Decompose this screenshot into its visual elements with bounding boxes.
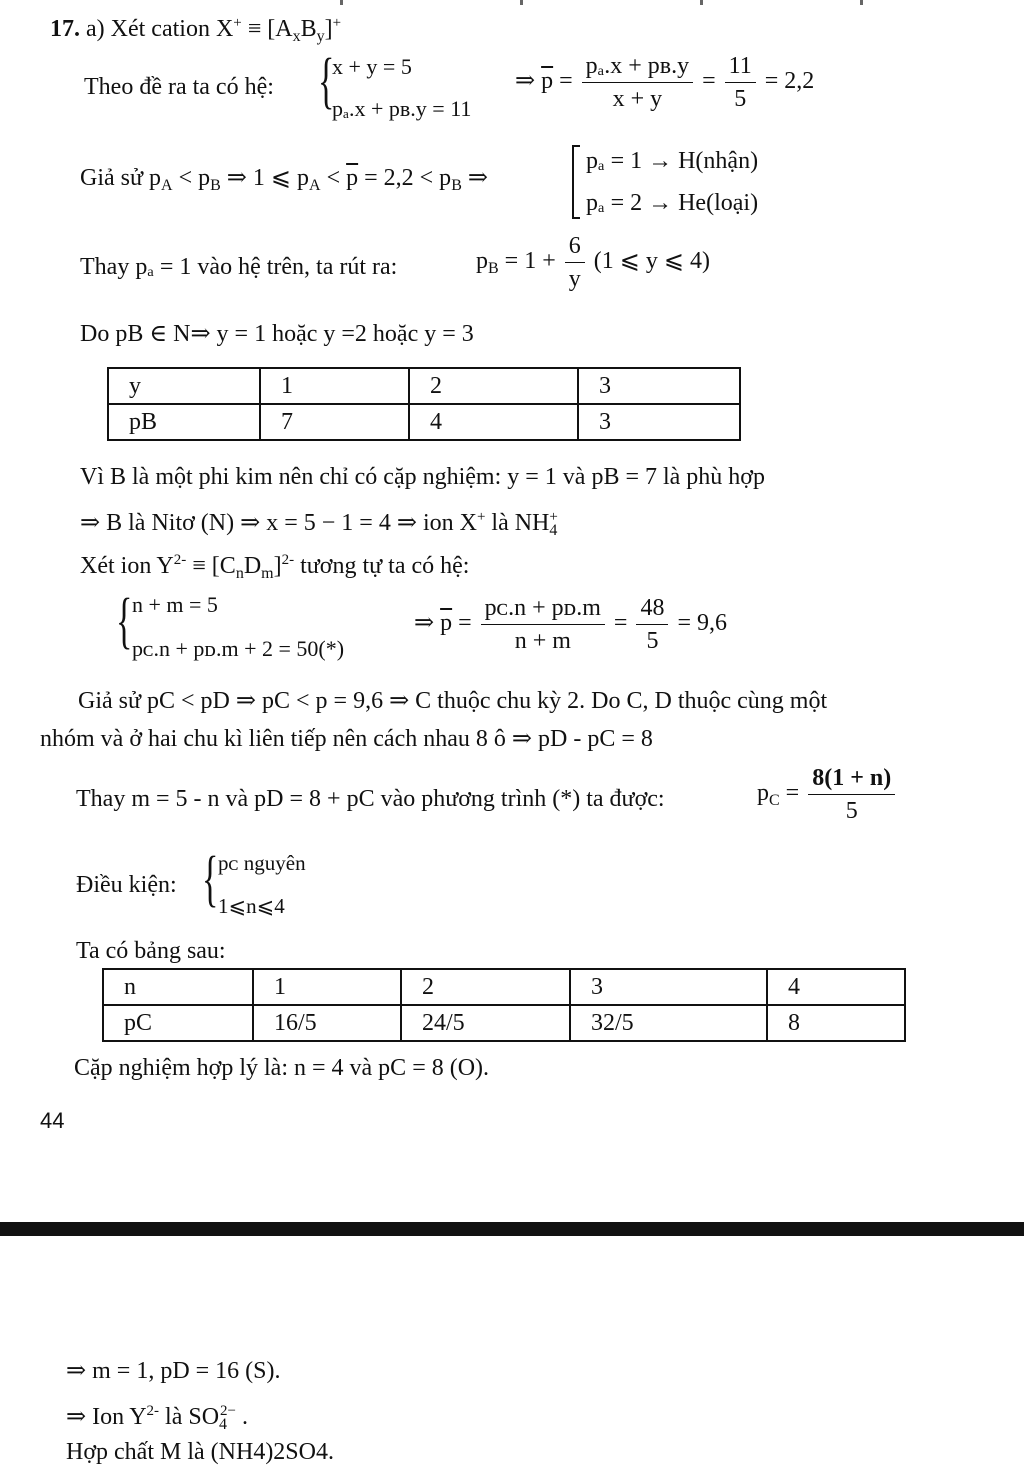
- brace-3: {: [202, 845, 219, 913]
- table-row: [103, 969, 905, 1005]
- condition-range: 1⩽n⩽4: [218, 894, 285, 918]
- ion-y-is-so4: ⇒ Ion $Y^{2-}$ là $SO_4^{2-}$ .: [66, 1403, 249, 1433]
- table-cell: 2: [401, 969, 570, 1005]
- page-number: 44: [40, 1108, 65, 1133]
- page-separator: [0, 1222, 1024, 1236]
- table-cell: y: [108, 368, 260, 404]
- table-cell: 24/5: [401, 1005, 570, 1041]
- table-cell: 1: [260, 368, 409, 404]
- option-h: pₐ = 1 → H(nhận): [586, 148, 759, 174]
- consider-y-ion: Xét ion $Y^{2-} \equiv [C_nD_m]^{2-}$ tương tự ta có hệ:: [80, 552, 470, 582]
- same-group-line: nhóm và ở hai chu kì liên tiếp nên cách nhau 8 ô ⇒ pD - pC = 8: [40, 726, 653, 752]
- table-cell: 1: [253, 969, 401, 1005]
- system-1-eq1: x + y = 5: [332, 54, 412, 79]
- table-y-pb: [107, 367, 741, 441]
- table-cell: 4: [409, 404, 578, 440]
- pc-formula: $p_C$ = $\frac{8(1 + n)}{5}$: [757, 764, 898, 825]
- substitute-m-pd: Thay m = 5 - n và pD = 8 + pC vào phương trình (*) ta được:: [76, 786, 665, 812]
- table-cell: pC: [103, 1005, 253, 1041]
- part-a-intro: a) Xét cation X: [86, 16, 234, 42]
- table-cell: 8: [767, 1005, 905, 1041]
- system-2-eq1: n + m = 5: [132, 592, 218, 617]
- system-1-eq2: pₐ.x + pʙ.y = 11: [332, 96, 472, 121]
- nonmetal-conclusion: Vì B là một phi kim nên chỉ có cặp nghiệm: y = 1 và pB = 7 là phù hợp: [80, 464, 765, 490]
- table-cell: 3: [578, 368, 740, 404]
- table-n-pc: [102, 968, 906, 1042]
- average-p-2: ⇒ $\overline{p}$ = $\frac{\text{pᴄ.n + pᴅ.m}}{n + m}$ = $\frac{48}{5}$ = 9,6: [414, 595, 728, 654]
- table-row: [103, 1005, 905, 1041]
- table-cell: pB: [108, 404, 260, 440]
- compound-m: Hợp chất M là (NH4)2SO4.: [66, 1439, 334, 1465]
- table-cell: 4: [767, 969, 905, 1005]
- table-cell: n: [103, 969, 253, 1005]
- table-cell: 16/5: [253, 1005, 401, 1041]
- system-2-eq2: pᴄ.n + pᴅ.m + 2 = 50(*): [132, 636, 345, 661]
- option-he: pₐ = 2 → He(loại): [586, 190, 759, 216]
- pb-formula: $p_B = 1$ + $\frac{6}{y}$ (1 ⩽ y ⩽ 4): [476, 233, 710, 292]
- table-cell: 7: [260, 404, 409, 440]
- table-cell: 3: [570, 969, 767, 1005]
- problem-number: 17.: [50, 16, 80, 42]
- table-row: [108, 404, 740, 440]
- c-period-2: Giả sử pC < pD ⇒ pC < p = 9,6 ⇒ C thuộc chu kỳ 2. Do C, D thuộc cùng một: [78, 688, 828, 714]
- table-row: [108, 368, 740, 404]
- table-intro: Ta có bảng sau:: [76, 938, 226, 964]
- brace-1: {: [318, 47, 335, 115]
- conditions-lead: Điều kiện:: [76, 872, 177, 898]
- b-is-nitrogen: ⇒ B là Nitơ (N) ⇒ x = 5 − 1 = 4 ⇒ ion X+ là $NH_4^+$: [80, 509, 558, 539]
- m-pd-result: ⇒ m = 1, pD = 16 (S).: [66, 1358, 281, 1384]
- problem-heading: 17. a) Xét cation $X^+ \equiv [A_xB_y]^+$: [50, 15, 342, 45]
- solution-pair: Cặp nghiệm hợp lý là: n = 4 và pC = 8 (O).: [74, 1055, 490, 1081]
- table-cell: 3: [578, 404, 740, 440]
- average-p-1: ⇒ $\overline{p}$ = $\frac{\text{pₐ.x + pʙ.y}}{x + y}$ = $\frac{11}{5}$ = 2,2: [515, 53, 815, 112]
- condition-integer: pᴄ nguyên: [218, 851, 306, 875]
- bracket-options: [572, 145, 580, 219]
- natural-condition: Do pB ∈ N⇒ y = 1 hoặc y =2 hoặc y = 3: [80, 321, 474, 347]
- brace-2: {: [116, 587, 133, 655]
- assumption-line: Giả sử $p_A < p_B$ ⇒ 1 ⩽ $p_A < \overline{p} = 2,2 < p_B$ ⇒: [80, 165, 488, 194]
- system-1-lead: Theo đề ra ta có hệ:: [84, 74, 274, 100]
- top-edge-marks: [0, 0, 1024, 6]
- table-cell: 32/5: [570, 1005, 767, 1041]
- substitution-line: Thay pₐ = 1 vào hệ trên, ta rút ra:: [80, 254, 398, 280]
- table-cell: 2: [409, 368, 578, 404]
